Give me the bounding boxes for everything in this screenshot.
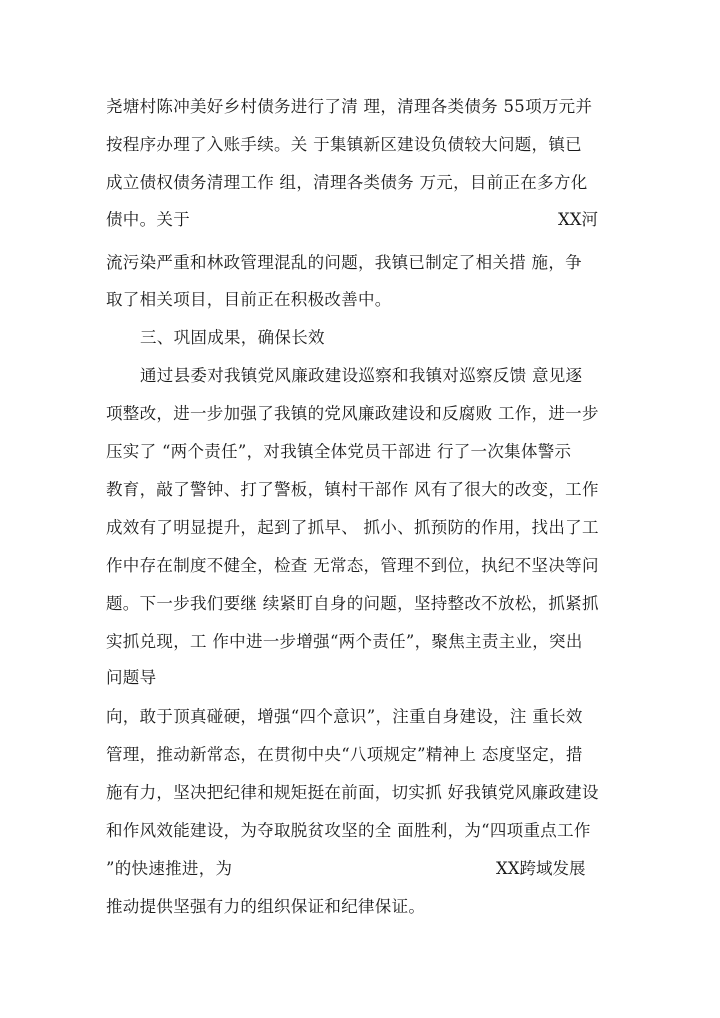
section-heading: 三、巩固成果，确保长效 — [140, 328, 325, 347]
text-line-12: 成效有了明显提升，起到了抓早、 抓小、抓预防的作用，找出了工 — [106, 518, 599, 537]
text-line-14: 题。下一步我们要继 续紧盯自身的问题，坚持整改不放松，抓紧抓 — [106, 594, 599, 613]
fragment-river: XX河 — [558, 210, 598, 229]
text-line-8: 通过县委对我镇党风廉政建设巡察和我镇对巡察反馈 意见逐 — [140, 366, 583, 385]
text-line-16: 问题导 — [106, 668, 157, 687]
fragment-cross-region: XX跨域发展 — [496, 859, 586, 878]
text-line-6: 取了相关项目，目前正在积极改善中。 — [106, 290, 392, 309]
text-line-19: 施有力，坚决把纪律和规矩挺在前面，切实抓 好我镇党风廉政建设 — [106, 783, 599, 802]
text-line-10: 压实了 “两个责任”，对我镇全体党员干部进 行了一次集体警示 — [106, 442, 572, 461]
text-line-17: 向，敢于顶真碰硬，增强“四个意识”，注重自身建设，注 重长效 — [106, 707, 583, 726]
text-line-21: ”的快速推进，为 — [106, 859, 233, 878]
text-line-5: 流污染严重和林政管理混乱的问题，我镇已制定了相关措 施，争 — [106, 253, 582, 272]
text-line-1: 尧塘村陈冲美好乡村债务进行了清 理，清理各类债务 55项万元并 — [106, 97, 593, 116]
text-line-13: 作中存在制度不健全，检查 无常态，管理不到位，执纪不坚决等问 — [106, 556, 599, 575]
text-line-15: 实抓兑现，工 作中进一步增强“两个责任”，聚焦主责主业，突出 — [106, 632, 583, 651]
text-line-11: 教育，敲了警钟、打了警板，镇村干部作 风有了很大的改变，工作 — [106, 480, 599, 499]
text-line-2: 按程序办理了入账手续。关 于集镇新区建设负债较大问题，镇已 — [106, 135, 582, 154]
text-line-9: 项整改，进一步加强了我镇的党风廉政建设和反腐败 工作，进一步 — [106, 404, 599, 423]
text-line-20: 和作风效能建设，为夺取脱贫攻坚的全 面胜利，为“四项重点工作 — [106, 821, 591, 840]
text-line-3: 成立债权债务清理工作 组，清理各类债务 万元，目前正在多方化 — [106, 173, 588, 192]
text-line-4: 债中。关于 — [106, 210, 190, 229]
text-line-22: 推动提供坚强有力的组织保证和纪律保证。 — [106, 897, 426, 916]
text-line-18: 管理，推动新常态，在贯彻中央“八项规定”精神上 态度坚定，措 — [106, 745, 583, 764]
